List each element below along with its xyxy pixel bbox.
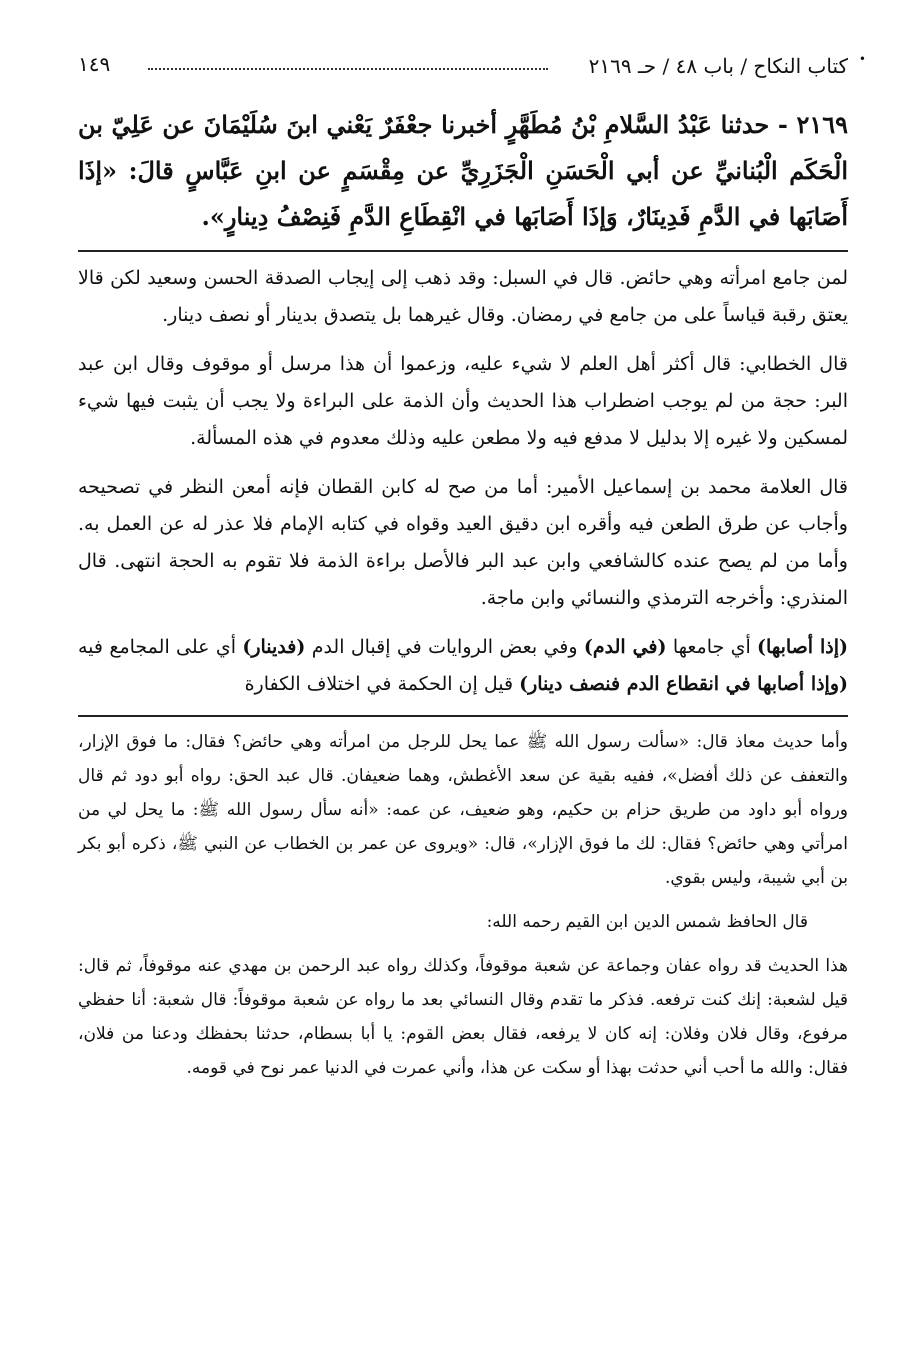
separator-rule: [78, 250, 848, 252]
footnotes: [78, 725, 848, 1085]
commentary-paragraph: قال الخطابي: قال أكثر أهل العلم لا شيء عليه، وزعموا أن هذا مرسل أو موقوف وقال ابن عبد البر: حجة من لم يوجب اضطراب هذا الحديث وأن الذمة على البراءة ولا يجب أن يثبت فيها شيء لمسكين ولا غيره إلا بدليل لا مدفع فيه ولا مطعن عليه وذلك معدوم في هذه المسألة.: [78, 353, 848, 449]
commentary-text: أي جامعها: [666, 636, 758, 658]
footnote-paragraph: هذا الحديث قد رواه عفان وجماعة عن شعبة موقوفاً، وكذلك رواه عبد الرحمن بن مهدي عنه موقوفاً، ثم قال: قيل لشعبة: إنك كنت ترفعه. فذكر ما تقدم وقال النسائي بعد ما رواه عن شعبة موقوفاً: قال شعبة: أنا حفظي مرفوع، وقال فلان وفلان: إنه كان لا يرفعه، فقال بعض القوم: يا أبا بسطام، حدثنا بحفظك ودعنا من فلان، فقال: والله ما أحب أني حدثت بهذا أو سكت عن هذا، وأني عمرت في الدنيا عمر نوح في قومه.: [78, 956, 848, 1078]
quoted-phrase: (في الدم): [583, 636, 667, 658]
running-header: [78, 40, 866, 84]
quoted-phrase: (إذا أصابها): [757, 636, 848, 658]
commentary-paragraph: [78, 629, 848, 703]
commentary-paragraph: قال العلامة محمد بن إسماعيل الأمير: أما من صح له كابن القطان فإنه أمعن النظر في تصحيحه وأجاب عن طرق الطعن فيه وأقره ابن دقيق العيد وقواه في كتابه الإمام فلا عذر له عن العمل به. وأما من لم يصح عنده كالشافعي وابن عبد البر فالأصل براءة الذمة فلا تقوم به الحجة انتهى. قال المنذري: وأخرجه الترمذي والنسائي وابن ماجة.: [78, 476, 848, 609]
quoted-phrase: (وإذا أصابها في انقطاع الدم فنصف دينار): [519, 673, 848, 695]
footnote-heading: قال الحافظ شمس الدين ابن القيم رحمه الله:: [486, 912, 808, 932]
footnote-paragraph: وأما حديث معاذ قال: «سألت رسول الله ﷺ عما يحل للرجل من امرأته وهي حائض؟ فقال: ما فوق الإزار، والتعفف عن ذلك أفضل»، ففيه بقية عن سعد الأغطش، وهما ضعيفان. قال عبد الحق: رواه أبو دود ثم قال ورواه أبو داود من طريق حزام بن حكيم، وهو ضعيف، عن عمه: «أنه سأل رسول الله ﷺ: ما يحل لي من امرأتي وهي حائض؟ فقال: لك ما فوق الإزار»، قال: «ويروى عن عمر بن الخطاب عن النبي ﷺ، ذكره أبو بكر بن أبي شيبة، وليس بقوي.: [78, 732, 848, 888]
book-page: [78, 40, 866, 1095]
hadith-number: ٢١٦٩: [796, 110, 849, 139]
commentary-paragraph: لمن جامع امرأته وهي حائض. قال في السبل: وقد ذهب إلى إيجاب الصدقة الحسن وسعيد لكن قالا يعتق رقبة قياساً على من جامع في رمضان. وقال غيرهما بل يتصدق بدينار أو نصف دينار.: [78, 267, 848, 326]
commentary: [78, 260, 848, 703]
separator-rule: [78, 715, 848, 717]
commentary-text: وفي بعض الروايات في إقبال الدم: [305, 636, 584, 658]
page-number: ١٤٩: [78, 52, 111, 76]
quoted-phrase: (فدينار): [242, 636, 306, 658]
commentary-text: قيل إن الحكمة في اختلاف الكفارة: [244, 673, 520, 695]
hadith-body: - حدثنا عَبْدُ السَّلامِ بْنُ مُطَهَّرٍ أخبرنا جعْفَرٌ يَعْني ابنَ سُلَيْمَانَ عن عَلِيّ بن الْحَكَم الْبُنانيِّ عن أبي الْحَسَنِ الْجَزَرِيِّ عن مِقْسَمٍ عن ابنِ عَبَّاسٍ قالَ: «إذَا أَصَابَها في الدَّمِ فَدِينَارٌ، وَإذَا أَصَابَها في انْقِطَاعِ الدَّمِ فَنِصْفُ دِينارٍ».: [78, 110, 848, 231]
margin-mark: •: [858, 52, 866, 66]
header-dot-leader: [148, 68, 548, 70]
hadith-text: [78, 102, 848, 240]
commentary-text: أي على المجامع فيه: [78, 636, 243, 658]
running-title: كتاب النكاح / باب ٤٨ / حـ ٢١٦٩: [588, 54, 848, 78]
